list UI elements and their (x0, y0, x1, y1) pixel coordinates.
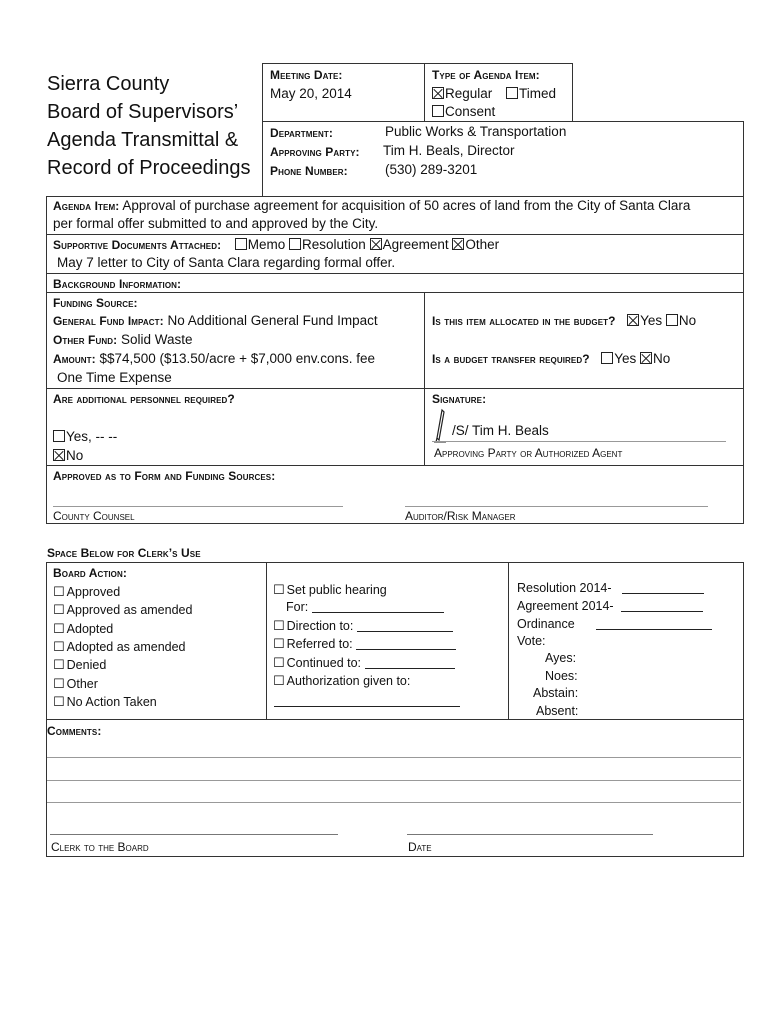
transfer-no[interactable]: No (640, 351, 670, 366)
signature-value: /S/ Tim H. Beals (452, 423, 549, 438)
checkbox-no-action[interactable]: ☐ (53, 694, 65, 709)
signature-label: Signature: (432, 392, 487, 406)
form-title (47, 70, 250, 182)
phone-label: Phone Number: (270, 164, 348, 178)
ayes-label: Ayes: (545, 651, 577, 665)
supportive-docs-label: Supportive Documents Attached: (53, 238, 222, 252)
checkbox-personnel-yes[interactable] (53, 430, 65, 442)
phone-value: (530) 289-3201 (385, 162, 478, 177)
transfer-question: Is a budget transfer required? (432, 352, 590, 366)
abstain-label: Abstain: (533, 686, 579, 700)
checkbox-adopted[interactable]: ☐ (53, 621, 65, 636)
doc-resolution[interactable]: Resolution (289, 237, 366, 252)
checkbox-action-other[interactable]: ☐ (53, 676, 65, 691)
agreement-field[interactable]: Agreement 2014- (517, 599, 703, 613)
board-action-no-action[interactable]: ☐ No Action Taken (53, 694, 157, 709)
title-line-3: Agenda Transmittal & (47, 129, 239, 151)
auditor-caption: Auditor/Risk Manager (405, 509, 516, 523)
approved-label: Approved as to Form and Funding Sources: (53, 469, 276, 483)
background-label: Background Information: (53, 277, 182, 291)
checkbox-transfer-yes[interactable] (601, 352, 613, 364)
general-fund-row (53, 313, 378, 328)
agenda-item (53, 198, 690, 213)
date-caption: Date (408, 840, 432, 854)
hearing-for[interactable]: For: (286, 600, 444, 614)
checkbox-denied[interactable]: ☐ (53, 657, 65, 672)
direction-to[interactable]: ☐ Direction to: (273, 618, 453, 634)
agenda-item-label: Agenda Item: (53, 199, 120, 213)
clerk-to-board-caption: Clerk to the Board (51, 840, 149, 854)
personnel-label: Are additional personnel required? (53, 392, 235, 406)
general-fund-label: General Fund Impact: (53, 314, 164, 328)
supportive-docs-note: May 7 letter to City of Santa Clara regarding formal offer. (57, 255, 396, 270)
amount-row (53, 351, 375, 366)
transfer-yes[interactable]: Yes (601, 351, 636, 366)
board-action-label: Board Action: (53, 566, 127, 580)
other-fund-label: Other Fund: (53, 333, 118, 347)
approving-party-label: Approving Party: (270, 145, 360, 159)
checkbox-adopted-amended[interactable]: ☐ (53, 639, 65, 654)
set-public-hearing[interactable]: ☐ Set public hearing (273, 582, 387, 597)
vote-label: Vote: (517, 634, 546, 648)
checkbox-resolution[interactable] (289, 238, 301, 250)
comments-label: Comments: (47, 724, 102, 738)
checkbox-budget-yes[interactable] (627, 314, 639, 326)
other-fund-row (53, 332, 193, 347)
checkbox-transfer-no[interactable] (640, 352, 652, 364)
budget-no[interactable]: No (666, 313, 696, 328)
pen-signature-icon (430, 408, 450, 444)
doc-memo[interactable]: Memo (235, 237, 286, 252)
amount-label: Amount: (53, 352, 96, 366)
authorization-given[interactable]: ☐ Authorization given to: (273, 673, 411, 688)
title-line-1: Sierra County (47, 73, 170, 95)
department-value: Public Works & Transportation (385, 124, 567, 139)
checkbox-consent[interactable] (432, 105, 444, 117)
agenda-type-timed[interactable]: Timed (506, 86, 556, 101)
other-fund-value: Solid Waste (120, 332, 193, 347)
absent-label: Absent: (536, 704, 579, 718)
continued-to[interactable]: ☐ Continued to: (273, 655, 455, 671)
checkbox-timed[interactable] (506, 87, 518, 99)
doc-other[interactable]: Other (452, 237, 499, 252)
checkbox-direction[interactable]: ☐ (273, 618, 285, 633)
board-action-denied[interactable]: ☐ Denied (53, 657, 107, 672)
clerk-space-label: Space Below for Clerk’s Use (47, 546, 201, 560)
meeting-date-label: Meeting Date: (270, 68, 343, 82)
resolution-field[interactable]: Resolution 2014- (517, 581, 704, 595)
checkbox-regular[interactable] (432, 87, 444, 99)
agenda-type-consent[interactable]: Consent (432, 104, 495, 119)
checkbox-continued[interactable]: ☐ (273, 655, 285, 670)
personnel-yes[interactable]: Yes, -- -- (53, 429, 117, 444)
checkbox-public-hearing[interactable]: ☐ (273, 582, 285, 597)
referred-to[interactable]: ☐ Referred to: (273, 636, 456, 652)
supportive-docs (53, 237, 499, 252)
checkbox-memo[interactable] (235, 238, 247, 250)
doc-agreement[interactable]: Agreement (370, 237, 449, 252)
agenda-item-text-1: Approval of purchase agreement for acquisition of 50 acres of land from the City of Santa Clara (122, 198, 691, 213)
budget-yes[interactable]: Yes (627, 313, 662, 328)
board-action-approved[interactable]: ☐ Approved (53, 584, 121, 599)
board-action-other[interactable]: ☐ Other (53, 676, 98, 691)
checkbox-personnel-no[interactable] (53, 449, 65, 461)
agenda-type-label: Type of Agenda Item: (432, 68, 540, 82)
board-action-approved-amended[interactable]: ☐ Approved as amended (53, 602, 193, 617)
approving-party-value: Tim H. Beals, Director (383, 143, 515, 158)
checkbox-budget-no[interactable] (666, 314, 678, 326)
meeting-date-value: May 20, 2014 (270, 86, 352, 101)
amount-line-2: One Time Expense (57, 370, 172, 385)
budget-question-row (432, 313, 696, 328)
checkbox-authorization[interactable]: ☐ (273, 673, 285, 688)
budget-question: Is this item allocated in the budget? (432, 314, 616, 328)
agenda-item-text-2: per formal offer submitted to and approved by the City. (53, 216, 379, 231)
personnel-no[interactable]: No (53, 448, 83, 463)
county-counsel-caption: County Counsel (53, 509, 135, 523)
title-line-4: Record of Proceedings (47, 157, 251, 179)
funding-source-label: Funding Source: (53, 296, 138, 310)
board-action-adopted[interactable]: ☐ Adopted (53, 621, 114, 636)
general-fund-value: No Additional General Fund Impact (167, 313, 378, 328)
checkbox-referred[interactable]: ☐ (273, 636, 285, 651)
signature-caption: Approving Party or Authorized Agent (434, 446, 623, 460)
ordinance-field[interactable]: Ordinance (517, 617, 712, 631)
department-label: Department: (270, 126, 333, 140)
noes-label: Noes: (545, 669, 578, 683)
checkbox-approved[interactable]: ☐ (53, 584, 65, 599)
transfer-question-row (432, 351, 670, 366)
title-line-2: Board of Supervisors’ (47, 101, 239, 123)
checkbox-approved-amended[interactable]: ☐ (53, 602, 65, 617)
board-action-adopted-amended[interactable]: ☐ Adopted as amended (53, 639, 186, 654)
amount-value: $$74,500 ($13.50/acre + $7,000 env.cons. fee (99, 351, 376, 366)
checkbox-agreement[interactable] (370, 238, 382, 250)
checkbox-other[interactable] (452, 238, 464, 250)
agenda-type-regular[interactable]: Regular (432, 86, 492, 101)
